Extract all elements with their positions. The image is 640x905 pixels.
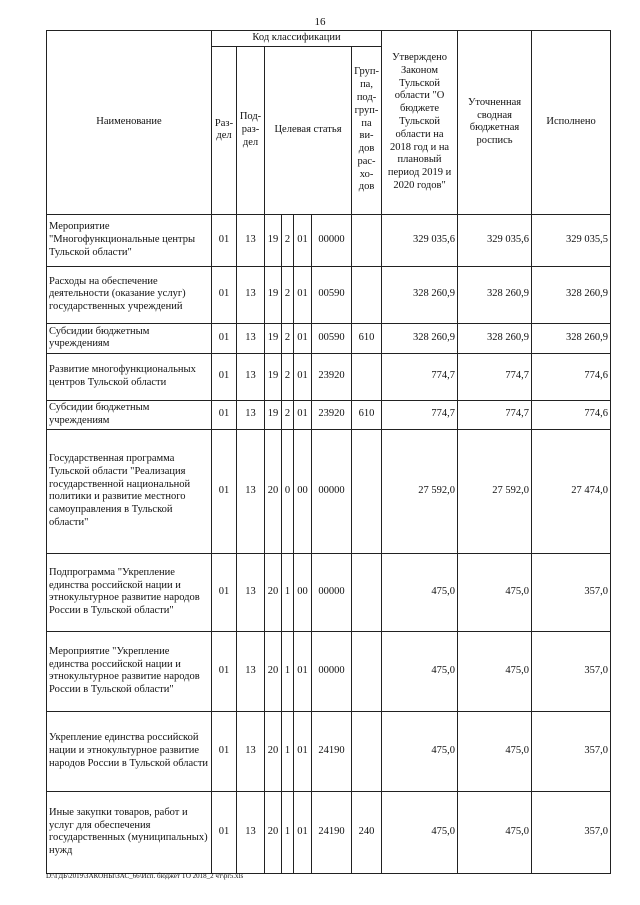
budget-table — [46, 30, 611, 874]
table-row — [47, 214, 611, 266]
row-section: 01 — [212, 429, 237, 553]
row-approved: 475,0 — [382, 711, 458, 791]
row-target-event: 01 — [294, 791, 312, 873]
row-target-direction: 23920 — [312, 353, 352, 400]
row-target-event: 01 — [294, 266, 312, 323]
row-executed: 329 035,5 — [532, 214, 611, 266]
row-executed: 774,6 — [532, 353, 611, 400]
row-subsection: 13 — [237, 429, 265, 553]
row-name: Подпрограмма "Укрепление единства российской нации и этнокультурное развитие народов России в Тульской области" — [47, 553, 212, 631]
row-target-event: 00 — [294, 429, 312, 553]
row-refined: 774,7 — [458, 353, 532, 400]
header-target-article: Целевая статья — [265, 46, 352, 214]
row-approved: 774,7 — [382, 400, 458, 429]
table-row — [47, 429, 611, 553]
row-refined: 475,0 — [458, 711, 532, 791]
table-row — [47, 553, 611, 631]
header-executed: Исполнено — [532, 31, 611, 215]
row-approved: 475,0 — [382, 553, 458, 631]
row-target-program: 20 — [265, 791, 282, 873]
row-target-subprogram: 2 — [282, 266, 294, 323]
header-refined: Уточненная сводная бюджетная роспись — [458, 31, 532, 215]
row-expense-group — [352, 631, 382, 711]
row-subsection: 13 — [237, 631, 265, 711]
header-subsection: Под-раз-дел — [237, 46, 265, 214]
row-target-event: 00 — [294, 553, 312, 631]
row-target-event: 01 — [294, 214, 312, 266]
row-target-direction: 23920 — [312, 400, 352, 429]
row-subsection: 13 — [237, 214, 265, 266]
row-name: Мероприятие "Многофункциональные центры Тульской области" — [47, 214, 212, 266]
row-target-event: 01 — [294, 631, 312, 711]
row-target-direction: 24190 — [312, 711, 352, 791]
row-target-program: 20 — [265, 429, 282, 553]
row-name: Расходы на обеспечение деятельности (оказание услуг) государственных учреждений — [47, 266, 212, 323]
header-name: Наименование — [47, 31, 212, 215]
row-section: 01 — [212, 323, 237, 353]
row-target-program: 20 — [265, 631, 282, 711]
file-path-footer: D:\ГДБ\2019\ЗАКОНЫ\ЗАС_66\Исп. бюджет ТО 2018_2 чт\pr5.xls — [46, 872, 244, 880]
row-target-program: 19 — [265, 214, 282, 266]
row-expense-group — [352, 266, 382, 323]
row-section: 01 — [212, 553, 237, 631]
table-row — [47, 266, 611, 323]
row-refined: 328 260,9 — [458, 323, 532, 353]
row-executed: 357,0 — [532, 631, 611, 711]
row-executed: 328 260,9 — [532, 323, 611, 353]
header-approved: Утверждено Законом Тульской области "О бюджете Тульской области на 2018 год и на плановый период 2019 и 2020 годов" — [382, 31, 458, 215]
table-row — [47, 353, 611, 400]
row-refined: 475,0 — [458, 791, 532, 873]
table-row — [47, 631, 611, 711]
row-section: 01 — [212, 353, 237, 400]
row-expense-group — [352, 553, 382, 631]
row-target-direction: 00590 — [312, 266, 352, 323]
row-section: 01 — [212, 631, 237, 711]
row-expense-group: 610 — [352, 400, 382, 429]
row-target-subprogram: 1 — [282, 631, 294, 711]
table-row — [47, 323, 611, 353]
row-target-direction: 24190 — [312, 791, 352, 873]
row-target-direction: 00000 — [312, 429, 352, 553]
row-approved: 329 035,6 — [382, 214, 458, 266]
row-refined: 475,0 — [458, 631, 532, 711]
row-executed: 357,0 — [532, 791, 611, 873]
row-section: 01 — [212, 266, 237, 323]
page-number: 16 — [314, 16, 326, 28]
table-row — [47, 791, 611, 873]
row-target-program: 19 — [265, 266, 282, 323]
row-executed: 774,6 — [532, 400, 611, 429]
row-target-event: 01 — [294, 400, 312, 429]
row-section: 01 — [212, 711, 237, 791]
header-code-group: Код классификации — [212, 31, 382, 47]
row-target-subprogram: 2 — [282, 323, 294, 353]
row-name: Иные закупки товаров, работ и услуг для обеспечения государственных (муниципальных) нужд — [47, 791, 212, 873]
row-target-direction: 00000 — [312, 631, 352, 711]
row-refined: 329 035,6 — [458, 214, 532, 266]
row-expense-group — [352, 429, 382, 553]
row-executed: 27 474,0 — [532, 429, 611, 553]
row-approved: 328 260,9 — [382, 323, 458, 353]
row-target-program: 19 — [265, 323, 282, 353]
row-approved: 475,0 — [382, 791, 458, 873]
table-row — [47, 400, 611, 429]
row-section: 01 — [212, 791, 237, 873]
row-refined: 475,0 — [458, 553, 532, 631]
row-target-subprogram: 2 — [282, 400, 294, 429]
row-subsection: 13 — [237, 553, 265, 631]
row-target-program: 20 — [265, 711, 282, 791]
row-section: 01 — [212, 400, 237, 429]
row-approved: 774,7 — [382, 353, 458, 400]
row-subsection: 13 — [237, 791, 265, 873]
row-subsection: 13 — [237, 353, 265, 400]
row-name: Укрепление единства российской нации и этнокультурное развитие народов России в Тульской области — [47, 711, 212, 791]
row-target-subprogram: 1 — [282, 553, 294, 631]
row-name: Субсидии бюджетным учреждениям — [47, 323, 212, 353]
row-subsection: 13 — [237, 266, 265, 323]
row-target-direction: 00590 — [312, 323, 352, 353]
row-target-subprogram: 2 — [282, 214, 294, 266]
row-approved: 475,0 — [382, 631, 458, 711]
row-subsection: 13 — [237, 711, 265, 791]
row-name: Мероприятие "Укрепление единства российской нации и этнокультурное развитие народов России в Тульской области" — [47, 631, 212, 711]
row-refined: 774,7 — [458, 400, 532, 429]
row-expense-group: 240 — [352, 791, 382, 873]
row-target-subprogram: 1 — [282, 711, 294, 791]
row-target-subprogram: 2 — [282, 353, 294, 400]
row-approved: 27 592,0 — [382, 429, 458, 553]
row-refined: 27 592,0 — [458, 429, 532, 553]
row-expense-group — [352, 353, 382, 400]
row-subsection: 13 — [237, 323, 265, 353]
row-name: Развитие многофункциональных центров Тульской области — [47, 353, 212, 400]
header-expense-group: Груп-па, под-груп-па ви-дов рас-хо-дов — [352, 46, 382, 214]
row-section: 01 — [212, 214, 237, 266]
row-name: Субсидии бюджетным учреждениям — [47, 400, 212, 429]
row-target-direction: 00000 — [312, 553, 352, 631]
row-target-event: 01 — [294, 711, 312, 791]
row-approved: 328 260,9 — [382, 266, 458, 323]
row-target-program: 19 — [265, 400, 282, 429]
row-target-event: 01 — [294, 353, 312, 400]
row-expense-group — [352, 711, 382, 791]
row-refined: 328 260,9 — [458, 266, 532, 323]
row-target-program: 19 — [265, 353, 282, 400]
row-executed: 328 260,9 — [532, 266, 611, 323]
header-section: Раз-дел — [212, 46, 237, 214]
row-expense-group: 610 — [352, 323, 382, 353]
row-target-program: 20 — [265, 553, 282, 631]
row-target-direction: 00000 — [312, 214, 352, 266]
row-name: Государственная программа Тульской области "Реализация государственной национальной политики и развитие местного самоуправления в Тульской области" — [47, 429, 212, 553]
row-target-subprogram: 1 — [282, 791, 294, 873]
table-row — [47, 711, 611, 791]
row-executed: 357,0 — [532, 553, 611, 631]
row-target-subprogram: 0 — [282, 429, 294, 553]
row-executed: 357,0 — [532, 711, 611, 791]
row-subsection: 13 — [237, 400, 265, 429]
row-expense-group — [352, 214, 382, 266]
row-target-event: 01 — [294, 323, 312, 353]
